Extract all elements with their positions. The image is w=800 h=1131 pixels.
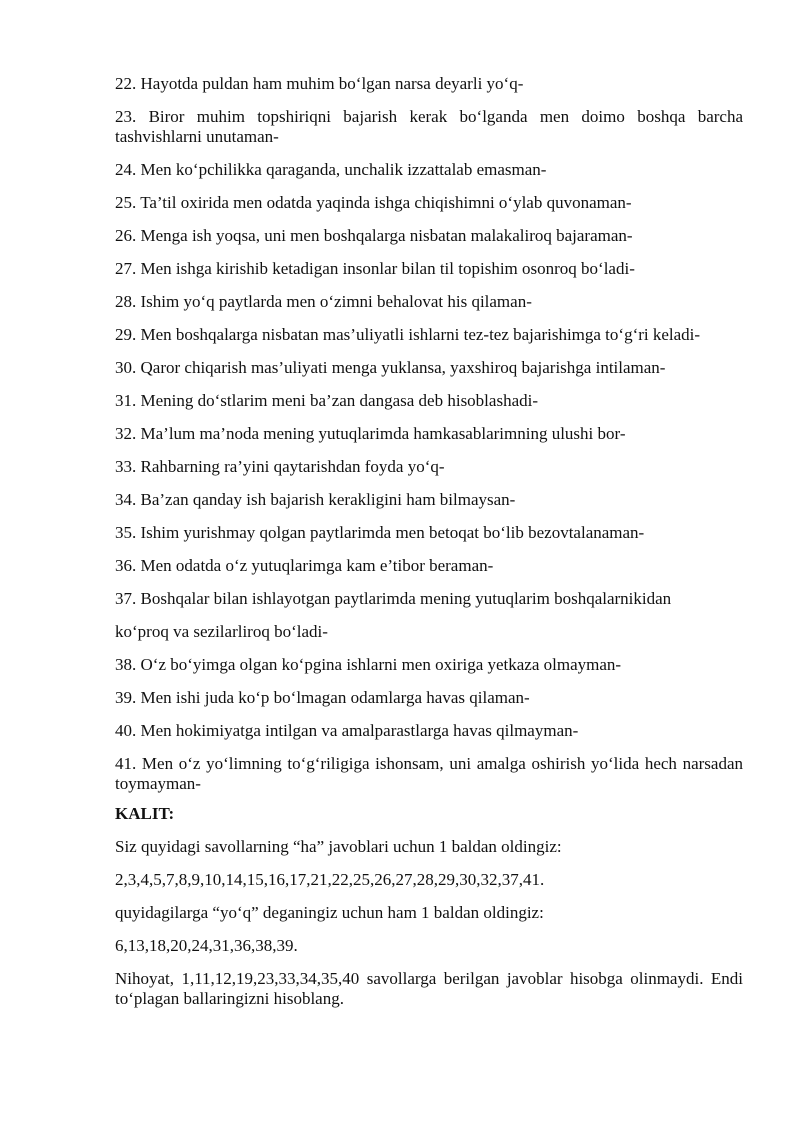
key-no-intro: quyidagilarga “yo‘q” deganingiz uchun ham 1 baldan oldingiz: [115, 903, 544, 922]
question-39: 39. Men ishi juda ko‘p bo‘lmagan odamlarga havas qilaman- [115, 688, 530, 707]
question-41: 41. Men o‘z yo‘limning to‘g‘riligiga ishonsam, uni amalga oshirish yo‘lida hech narsadan toymayman- [115, 754, 743, 793]
question-23: 23. Biror muhim topshiriqni bajarish kerak bo‘lganda men doimo boshqa barcha tashvishlarni unutaman- [115, 107, 743, 146]
question-26: 26. Menga ish yoqsa, uni men boshqalarga nisbatan malakaliroq bajaraman- [115, 226, 633, 245]
question-30: 30. Qaror chiqarish mas’uliyati menga yuklansa, yaxshiroq bajarishga intilaman- [115, 358, 666, 377]
key-heading: KALIT: [115, 804, 175, 823]
question-37-line-1: 37. Boshqalar bilan ishlayotgan paytlarimda mening yutuqlarim boshqalarnikidan [115, 589, 672, 608]
question-40: 40. Men hokimiyatga intilgan va amalparastlarga havas qilmayman- [115, 721, 579, 740]
question-36: 36. Men odatda o‘z yutuqlarimga kam e’tibor beraman- [115, 556, 494, 575]
question-29: 29. Men boshqalarga nisbatan mas’uliyatli ishlarni tez-tez bajarishimga to‘g‘ri keladi- [115, 325, 701, 344]
question-25: 25. Ta’til oxirida men odatda yaqinda ishga chiqishimni o‘ylab quvonaman- [115, 193, 632, 212]
question-24: 24. Men ko‘pchilikka qaraganda, unchalik izzattalab emasman- [115, 160, 547, 179]
question-31: 31. Mening do‘stlarim meni ba’zan dangasa deb hisoblashadi- [115, 391, 538, 410]
question-34: 34. Ba’zan qanday ish bajarish kerakligini ham bilmaysan- [115, 490, 516, 509]
document-page [115, 74, 743, 1022]
question-37-line-2: ko‘proq va sezilarliroq bo‘ladi- [115, 622, 328, 641]
key-yes-intro: Siz quyidagi savollarning “ha” javoblari uchun 1 baldan oldingiz: [115, 837, 562, 856]
key-final-note: Nihoyat, 1,11,12,19,23,33,34,35,40 savollarga berilgan javoblar hisobga olinmaydi. Endi to‘plagan ballaringizni hisoblang. [115, 969, 743, 1008]
question-28: 28. Ishim yo‘q paytlarda men o‘zimni behalovat his qilaman- [115, 292, 532, 311]
question-35: 35. Ishim yurishmay qolgan paytlarimda men betoqat bo‘lib bezovtalanaman- [115, 523, 645, 542]
question-32: 32. Ma’lum ma’noda mening yutuqlarimda hamkasablarimning ulushi bor- [115, 424, 626, 443]
key-no-list: 6,13,18,20,24,31,36,38,39. [115, 936, 298, 955]
question-27: 27. Men ishga kirishib ketadigan insonlar bilan til topishim osonroq bo‘ladi- [115, 259, 635, 278]
question-22: 22. Hayotda puldan ham muhim bo‘lgan narsa deyarli yo‘q- [115, 74, 524, 93]
question-33: 33. Rahbarning ra’yini qaytarishdan foyda yo‘q- [115, 457, 445, 476]
question-38: 38. O‘z bo‘yimga olgan ko‘pgina ishlarni men oxiriga yetkaza olmayman- [115, 655, 622, 674]
key-yes-list: 2,3,4,5,7,8,9,10,14,15,16,17,21,22,25,26,27,28,29,30,32,37,41. [115, 870, 545, 889]
